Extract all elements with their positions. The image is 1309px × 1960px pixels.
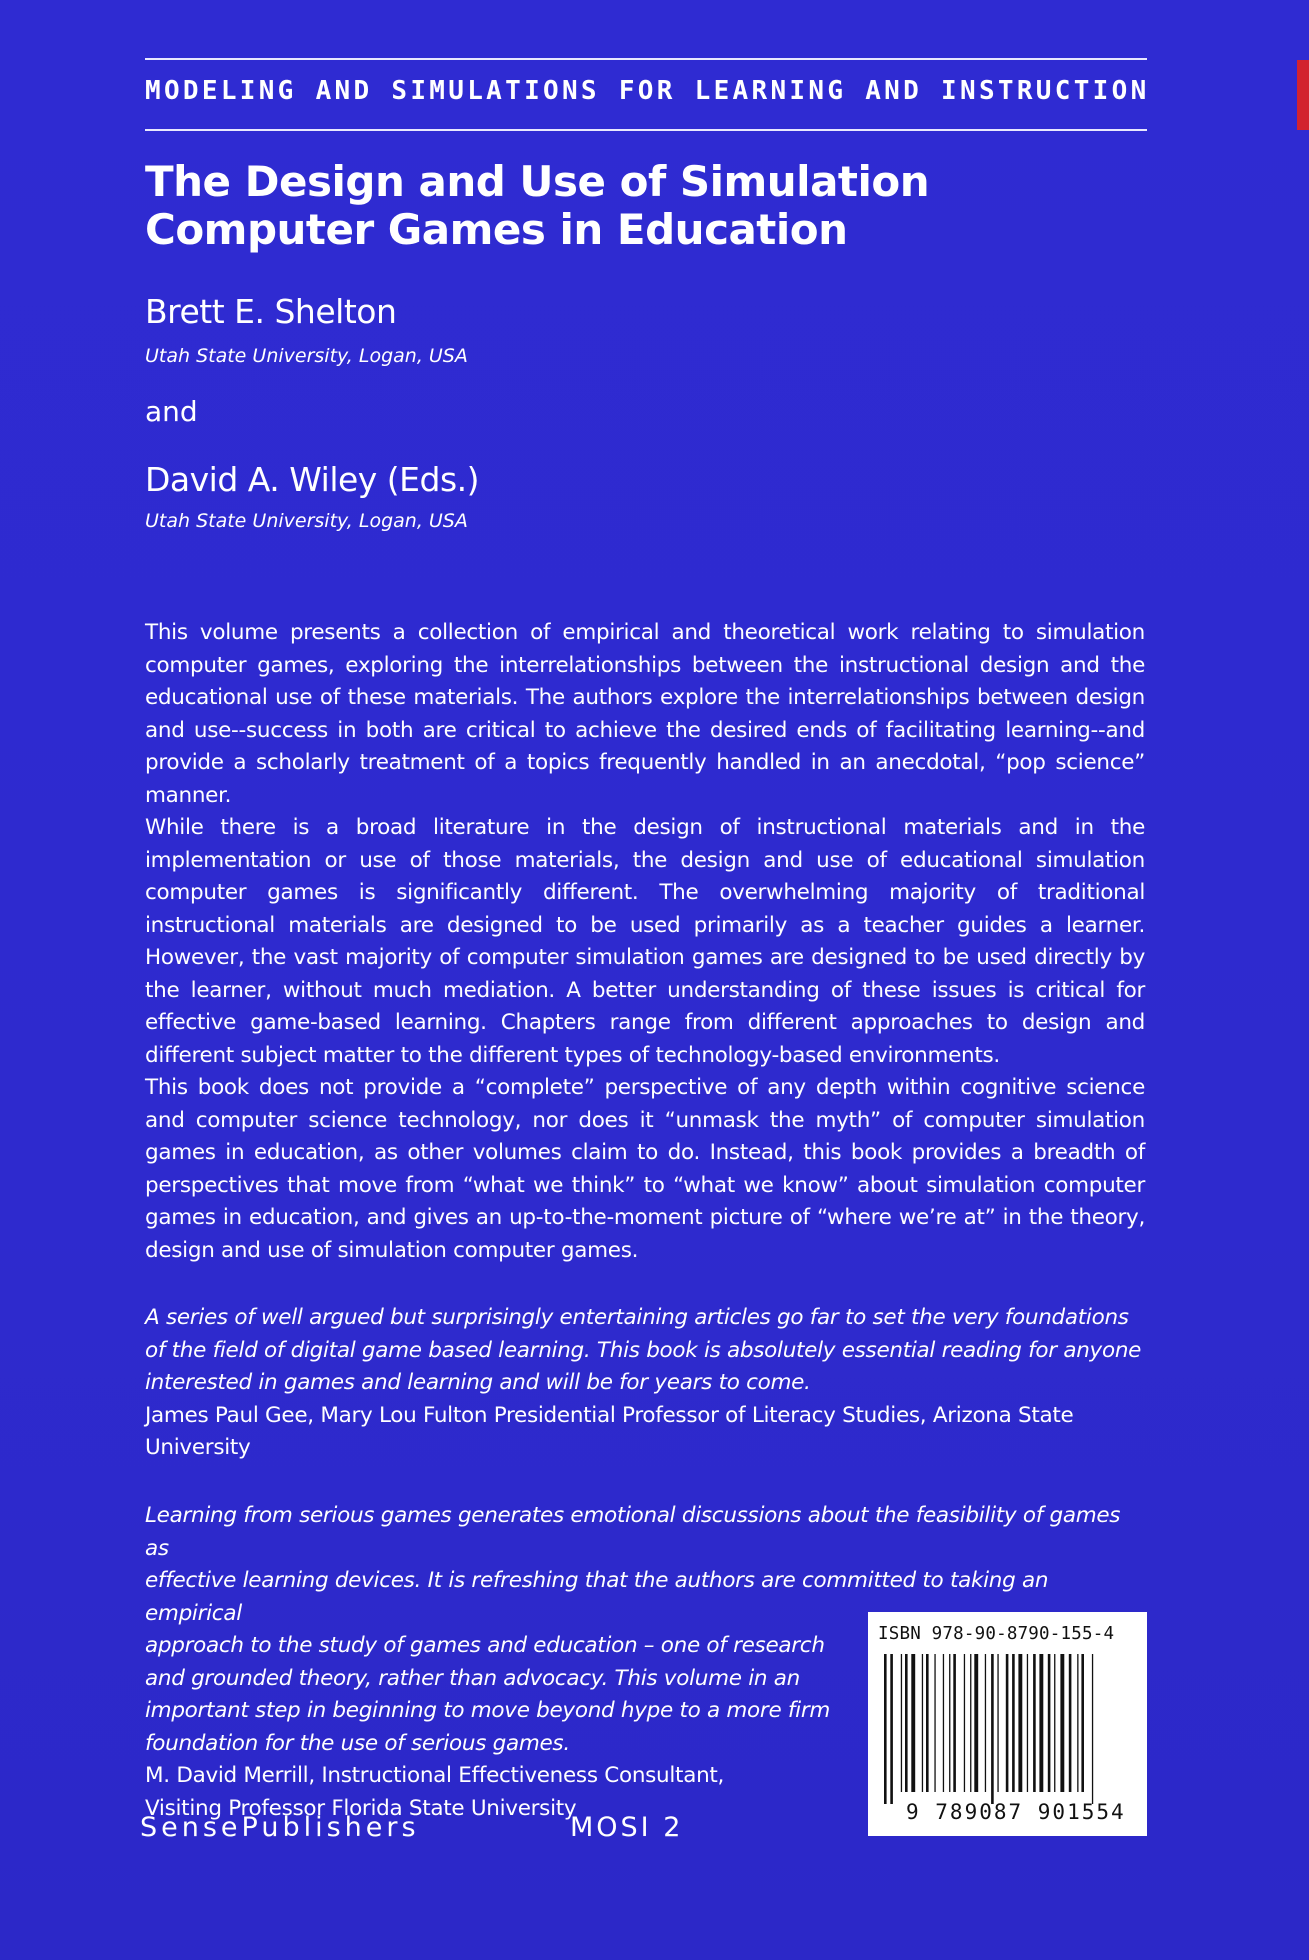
barcode-bar bbox=[890, 1654, 893, 1804]
barcode-bar bbox=[1033, 1654, 1036, 1792]
barcode-bar bbox=[905, 1654, 908, 1792]
barcode-bar bbox=[1092, 1654, 1093, 1804]
barcode-bar bbox=[985, 1654, 986, 1792]
series-title: MODELING AND SIMULATIONS FOR LEARNING AND INSTRUCTION bbox=[145, 76, 1150, 106]
barcode-bar bbox=[1048, 1654, 1051, 1792]
endorsement-quote-line: Learning from serious games generates emotional discussions about the feasibility of games as bbox=[145, 1503, 1121, 1561]
author-2-affiliation: Utah State University, Logan, USA bbox=[145, 510, 468, 532]
description-paragraph: This book does not provide a “complete” perspective of any depth within cognitive science and computer science technology, nor does it “unmask the myth” of computer simulation games in education, as other volumes claim to do. Instead, this book provides a breadth of perspectives that move from “what we think” to “what we know” about simulation computer games in education, and gives an up-to-the-moment picture of “where we’re at” in the theory, design and use of simulation computer games. bbox=[145, 1075, 1145, 1263]
publisher-name: SensePublishers bbox=[140, 1812, 420, 1843]
author-1-name: Brett E. Shelton bbox=[145, 292, 397, 331]
barcode-digits: 9 789087 901554 bbox=[906, 1800, 1126, 1824]
barcode-bar bbox=[911, 1654, 915, 1792]
barcode-bar bbox=[943, 1654, 944, 1792]
barcode-bar bbox=[970, 1654, 971, 1792]
barcode-bar bbox=[922, 1654, 923, 1792]
description-paragraph: This volume presents a collection of empirical and theoretical work relating to simulation computer games, exploring the interrelationships between the instructional design and the educational use of these materials. The authors explore the interrelationships between design and use--success in both are critical to achieve the desired ends of facilitating learning--and provide a scholarly treatment of a topics frequently handled in an anecdotal, “pop science” manner. bbox=[145, 620, 1145, 808]
book-title: The Design and Use of Simulation Computer Games in Education bbox=[145, 157, 930, 254]
barcode-bar bbox=[991, 1654, 994, 1804]
barcode-bar bbox=[1039, 1654, 1043, 1792]
barcode-bar bbox=[1012, 1654, 1015, 1792]
barcode-bar bbox=[901, 1654, 902, 1792]
endorsement-quote-line: foundation for the use of serious games. bbox=[145, 1730, 570, 1756]
barcode-bar bbox=[1027, 1654, 1028, 1792]
barcode-icon bbox=[882, 1654, 1134, 1804]
barcode-bar bbox=[997, 1654, 998, 1792]
endorsement-attribution-line: M. David Merrill, Instructional Effectiveness Consultant, bbox=[145, 1763, 725, 1788]
barcode-bar bbox=[964, 1654, 965, 1792]
barcode-bar bbox=[1081, 1654, 1084, 1792]
barcode-bar bbox=[1077, 1654, 1078, 1792]
barcode-bar bbox=[949, 1654, 950, 1792]
series-rule-bottom bbox=[145, 129, 1147, 131]
endorsement-quote-line: important step in beginning to move beyond hype to a more firm bbox=[145, 1698, 831, 1723]
endorsement-attribution: James Paul Gee, Mary Lou Fulton Presidential Professor of Literacy Studies, Arizona State University bbox=[145, 1402, 1074, 1460]
endorsement-quote: A series of well argued but surprisingly entertaining articles go far to set the very foundations of the field of digital game based learning. This book is absolutely essential reading for anyone interested in games and learning and will be for years to come. bbox=[145, 1305, 1142, 1395]
barcode-bar bbox=[926, 1654, 929, 1792]
endorsement-attribution-line: Visiting Professor Florida State University bbox=[145, 1795, 577, 1821]
endorsement-quote-line: effective learning devices. It is refreshing that the authors are committed to taking an empirical bbox=[145, 1568, 1049, 1626]
barcode-bar bbox=[1054, 1654, 1055, 1792]
endorsement-1 bbox=[145, 1302, 1145, 1465]
book-description bbox=[145, 617, 1145, 1267]
red-edge-accent bbox=[1297, 60, 1309, 130]
series-rule-top bbox=[145, 58, 1147, 60]
endorsement-quote-line: approach to the study of games and education – one of research bbox=[145, 1633, 825, 1658]
description-paragraph: While there is a broad literature in the design of instructional materials and in the implementation or use of those materials, the design and use of educational simulation computer games is significantly different. The overwhelming majority of traditional instructional materials are designed to be used primarily as a teacher guides a learner. However, the vast majority of computer simulation games are designed to be used directly by the learner, without much mediation. A better understanding of these issues is critical for effective game-based learning. Chapters range from different approaches to design and different subject matter to the different types of technology-based environments. bbox=[145, 815, 1145, 1068]
author-conjunction: and bbox=[145, 395, 198, 428]
series-number: MOSI 2 bbox=[570, 1812, 684, 1843]
endorsement-quote-line: and grounded theory, rather than advocacy. This volume in an bbox=[145, 1665, 800, 1691]
barcode-bar bbox=[1069, 1654, 1072, 1792]
barcode-bar bbox=[953, 1654, 956, 1792]
barcode-bar bbox=[1018, 1654, 1022, 1792]
barcode-bar bbox=[884, 1654, 887, 1804]
barcode-bar bbox=[934, 1654, 935, 1792]
isbn-label: ISBN 978-90-8790-155-4 bbox=[878, 1624, 1115, 1644]
author-2-name: David A. Wiley (Eds.) bbox=[145, 460, 480, 499]
barcode-bar bbox=[1060, 1654, 1064, 1792]
isbn-barcode-box bbox=[868, 1612, 1147, 1836]
barcode-bar bbox=[974, 1654, 978, 1792]
barcode-bar bbox=[1006, 1654, 1009, 1792]
author-1-affiliation: Utah State University, Logan, USA bbox=[145, 345, 468, 367]
